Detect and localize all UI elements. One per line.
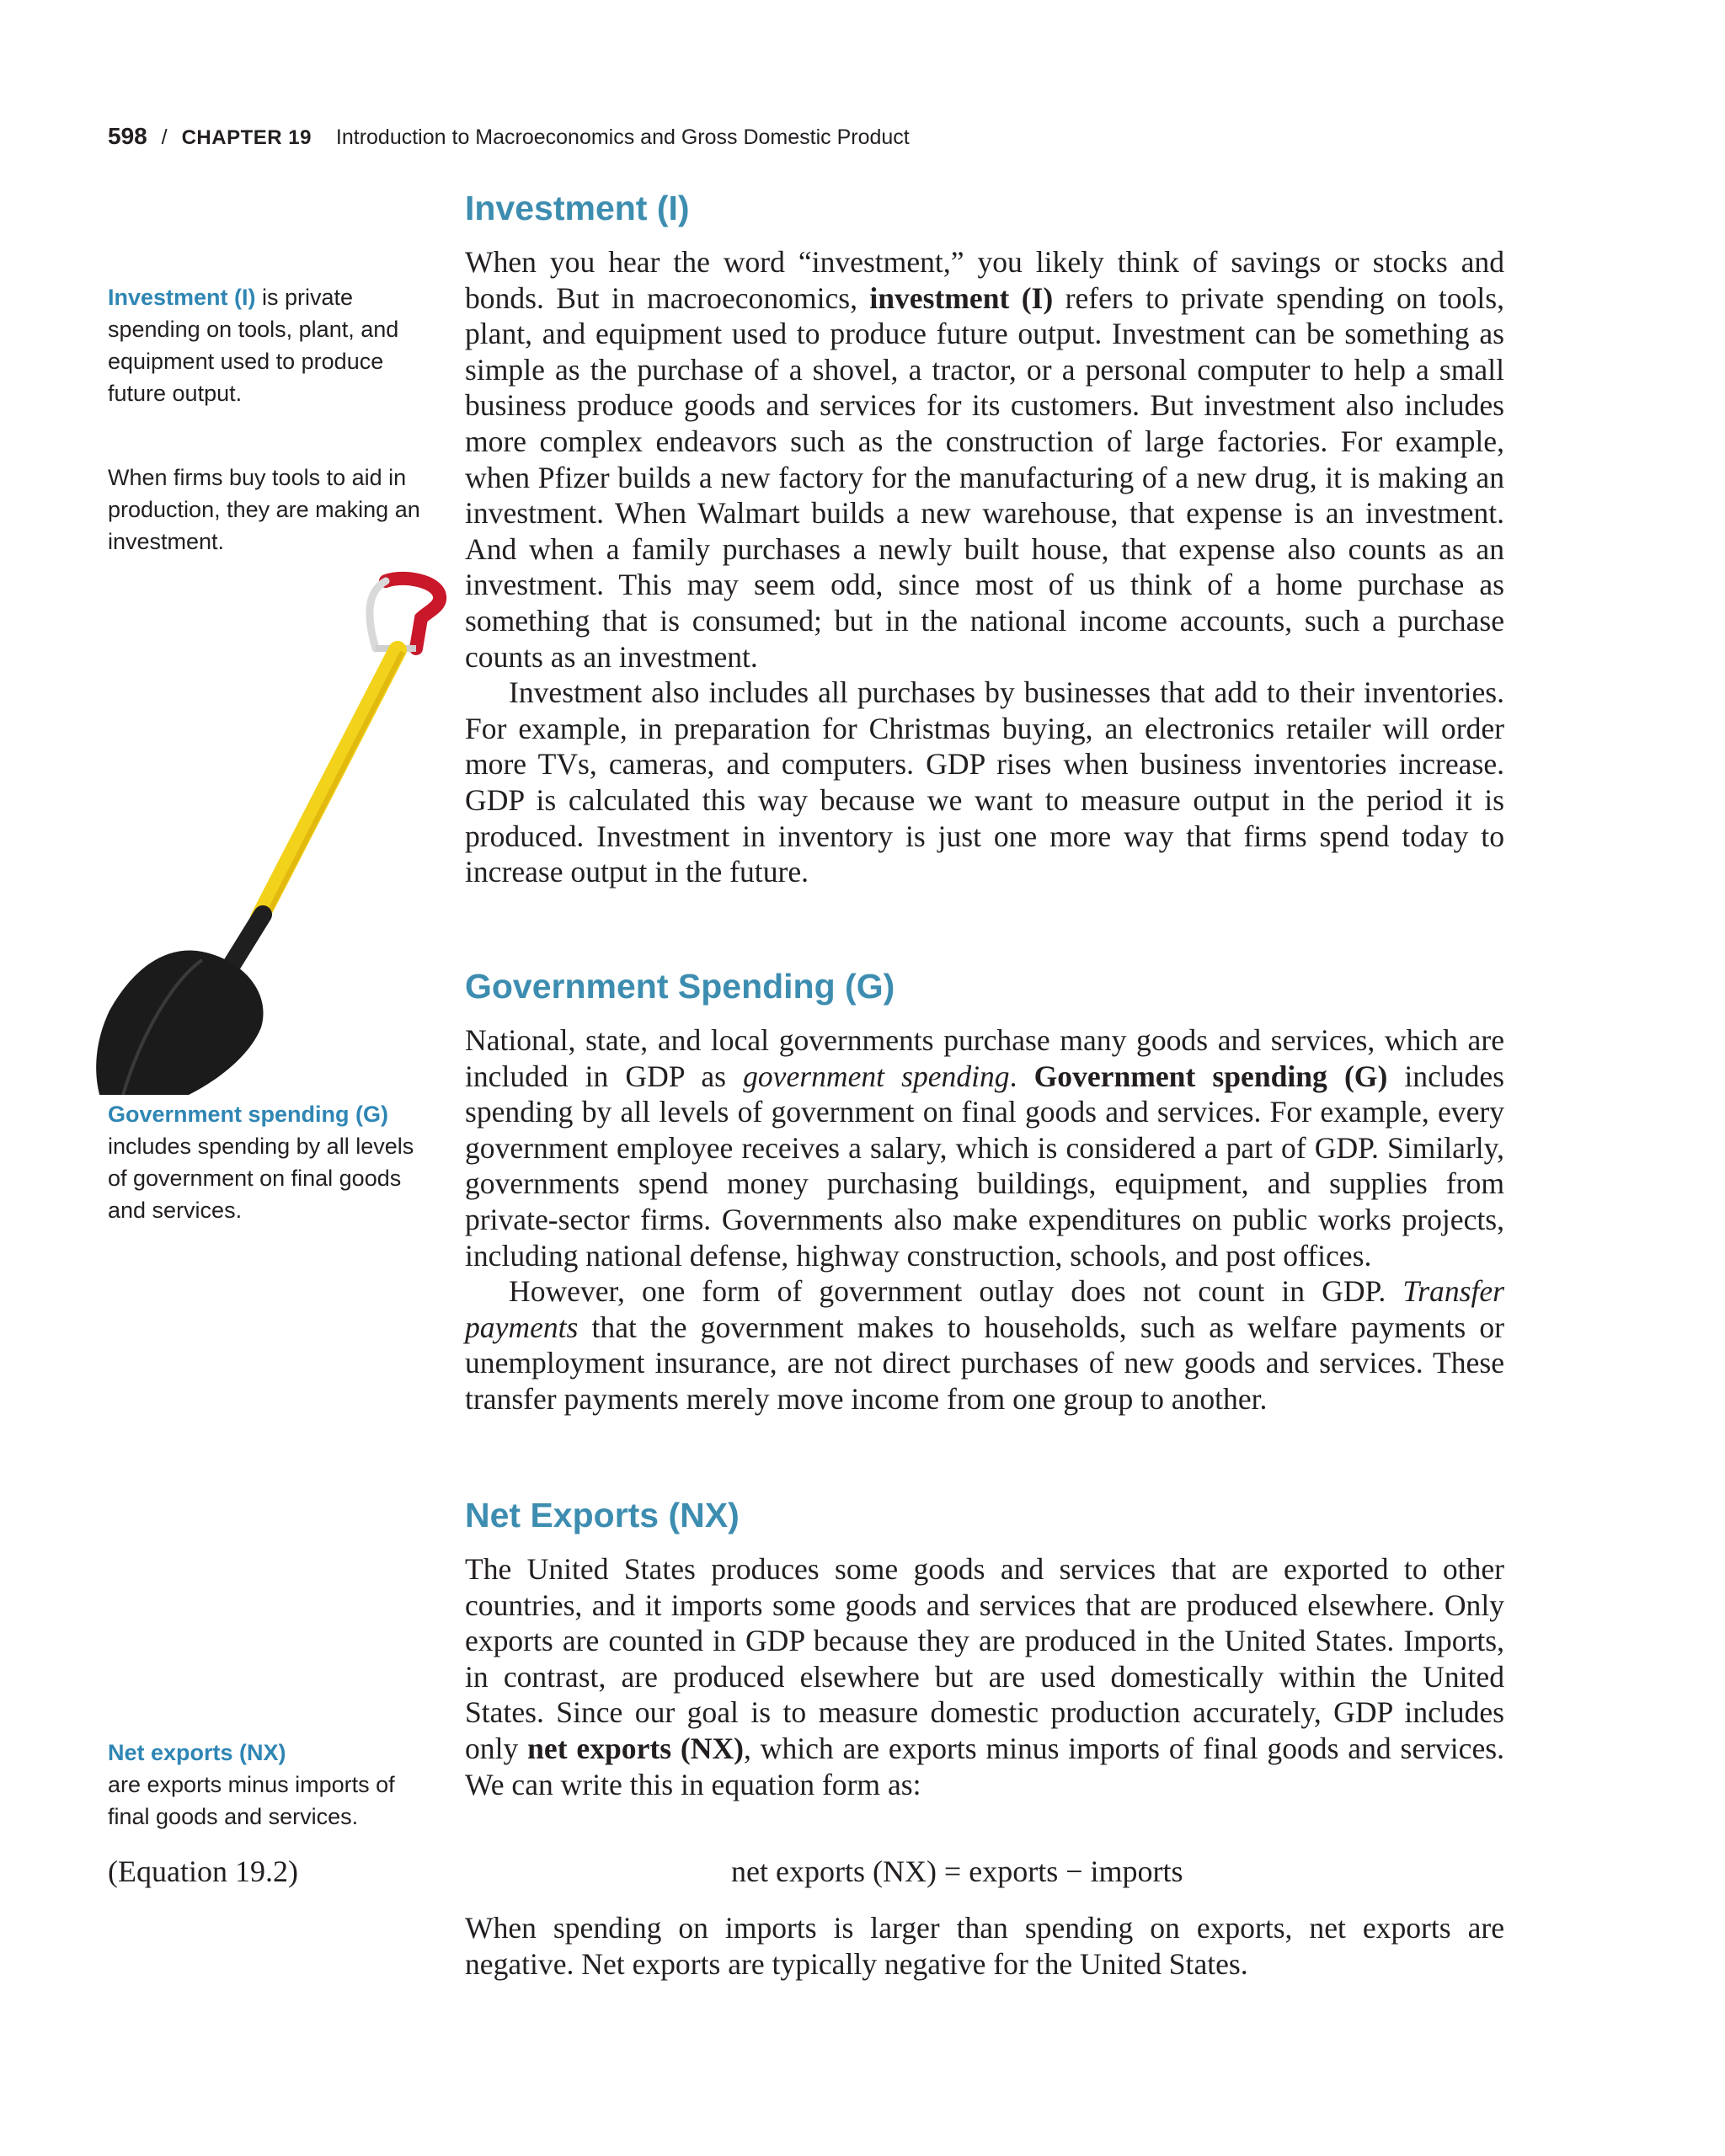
shovel-handle-shade: [266, 652, 403, 918]
net-exports-paragraph-1: The United States produces some goods and services that are exported to other countries, and it imports some goods and services that are produced elsewhere. Only exports are counted in GDP because they are produced in the United States. Imports, in contrast, are produced elsewhere but are used domestically within the United States. Since our goal is to measure domestic production accurately, GDP includes only net exports (NX), which are exports minus imports of final goods and services. We can write this in equation form as:: [465, 1552, 1504, 1801]
government-paragraph-1: National, state, and local governments purchase many goods and services, which are included in GDP as government spending. Government spending (G) includes spending by all levels of government on final goods and services. For example, every government employee receives a salary, which is considered a part of GDP. Similarly, governments spend money purchasing buildings, equipment, and supplies from private-sector firms. Governments also make expenditures on public works projects, including national defense, highway construction, schools, and post offices.: [465, 1023, 1504, 1273]
net-exports-paragraph-2: When spending on imports is larger than spending on exports, net exports are negative. Net exports are typically negative for the United States.: [465, 1911, 1504, 1981]
investment-text: [465, 244, 1504, 890]
shovel-grip: [386, 579, 440, 648]
equation: net exports (NX) = exports − imports: [731, 1854, 1183, 1888]
term-net-exports: net exports (NX): [527, 1731, 744, 1765]
margin-term-government: Government spending (G): [108, 1102, 389, 1127]
margin-note-government: Government spending (G) includes spending by all levels of government on final goods and services.: [108, 1098, 435, 1226]
shovel-icon: [76, 556, 463, 1095]
margin-term-net-exports: Net exports (NX): [108, 1740, 286, 1765]
image-caption: When firms buy tools to aid in production, they are making an investment.: [108, 465, 420, 554]
running-header: [108, 123, 910, 150]
header-separator: /: [161, 125, 168, 149]
margin-note-investment: Investment (I) is private spending on tools, plant, and equipment used to produce future output.: [108, 285, 399, 406]
investment-paragraph-1: When you hear the word “investment,” you likely think of savings or stocks and bonds. But in macroeconomics, investment (I) refers to private spending on tools, plant, and equipment used to produce future output. Investment can be something as simple as the purchase of a shovel, a tractor, or a personal computer to help a small business produce goods and services for its customers. But investment also includes more complex endeavors such as the construction of large factories. For example, when Pfizer builds a new factory for the manufacturing of a new drug, it is making an investment. When Walmart builds a new warehouse, that expense is an investment. And when a family purchases a newly built house, that expense also counts as an investment. This may seem odd, since most of us think of a home purchase as something that is consumed; but in the national income accounts, such a purchase counts as an investment.: [465, 245, 1504, 674]
government-text: [465, 1022, 1504, 1417]
term-government-spending: Government spending (G): [1033, 1059, 1388, 1093]
shovel-grip-frame: [370, 581, 386, 648]
investment-paragraph-2: Investment also includes all purchases by businesses that add to their inventories. For example, in preparation for Christmas buying, an electronics retailer will order more TVs, cameras, and computers. GDP rises when business inventories increase. GDP is calculated this way because we want to measure output in the period it is produced. Investment in inventory is just one more way that firms spend today to increase output in the future.: [465, 675, 1504, 889]
heading-net-exports: Net Exports (NX): [465, 1496, 740, 1534]
chapter-title: Introduction to Macroeconomics and Gross Domestic Product: [335, 125, 910, 149]
page-number: 598: [108, 123, 147, 149]
chapter-label: CHAPTER 19: [181, 126, 312, 149]
heading-government-spending: Government Spending (G): [465, 967, 895, 1006]
government-paragraph-2: However, one form of government outlay does not count in GDP. Transfer payments that the government makes to households, such as welfare payments or unemployment insurance, are not direct purchases of new goods and services. These transfer payments merely move income from one group to another.: [465, 1274, 1504, 1416]
term-investment: investment (I): [869, 280, 1054, 315]
shovel-handle: [259, 650, 398, 918]
net-exports-text-2: [465, 1910, 1504, 1982]
equation-label: (Equation 19.2): [108, 1854, 298, 1888]
margin-term-investment: Investment (I): [108, 285, 256, 310]
net-exports-text: [465, 1551, 1504, 1802]
heading-investment: Investment (I): [465, 189, 690, 227]
margin-note-net-exports: Net exports (NX) are exports minus imports of final goods and services.: [108, 1737, 435, 1833]
shovel-blade: [96, 950, 263, 1095]
